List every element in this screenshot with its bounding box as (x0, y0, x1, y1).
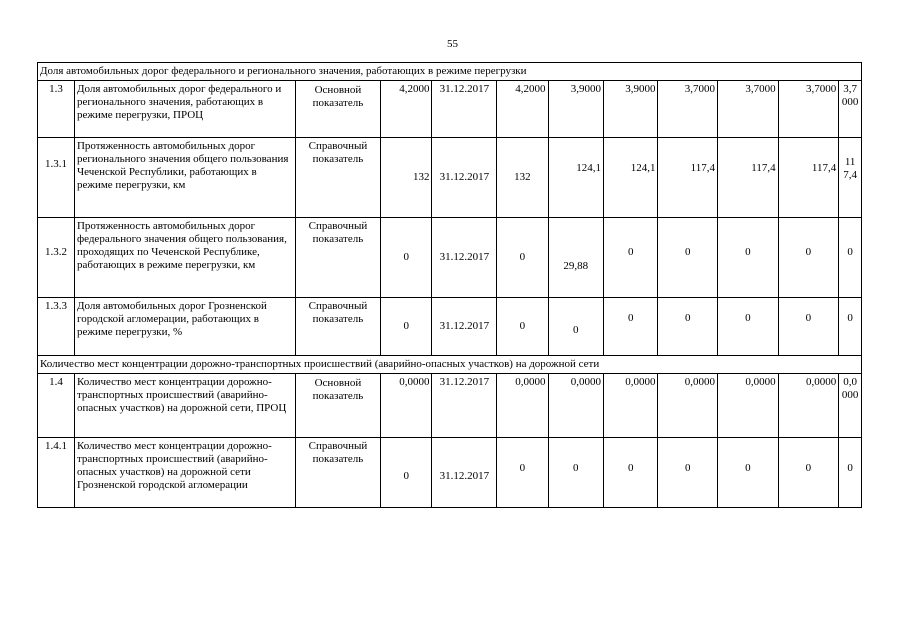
table-row (38, 218, 862, 298)
value-cell: 4,2000 (497, 81, 548, 138)
value-cell: 0 (839, 298, 862, 356)
value-cell: 0 (604, 438, 658, 508)
base-value: 4,2000 (381, 81, 432, 138)
table-row (38, 438, 862, 508)
table-row (38, 81, 862, 138)
value-cell: 29,88 (548, 218, 603, 298)
indicator-type: Основной показатель (295, 374, 380, 438)
row-number: 1.3.2 (38, 218, 75, 298)
value-cell: 0,0000 (718, 374, 779, 438)
value-cell: 132 (497, 138, 548, 218)
value-cell: 0 (604, 218, 658, 298)
section-title: Доля автомобильных дорог федерального и регионального значения, работающих в режиме перегрузки (38, 63, 862, 81)
value-cell: 0 (778, 218, 839, 298)
value-cell: 124,1 (604, 138, 658, 218)
table-row (38, 298, 862, 356)
indicator-type: Справочный показатель (295, 138, 380, 218)
base-date: 31.12.2017 (432, 81, 497, 138)
table-row (38, 374, 862, 438)
value-cell: 0 (718, 298, 779, 356)
value-cell: 0 (778, 298, 839, 356)
value-cell: 3,7000 (839, 81, 862, 138)
value-cell: 3,7000 (778, 81, 839, 138)
value-cell: 0 (839, 218, 862, 298)
indicator-type: Справочный показатель (295, 438, 380, 508)
value-cell: 0 (658, 438, 718, 508)
base-value: 0 (381, 218, 432, 298)
value-cell: 0 (497, 298, 548, 356)
value-cell: 0 (548, 438, 603, 508)
base-date: 31.12.2017 (432, 138, 497, 218)
indicator-name: Количество мест концентрации дорожно-транспортных происшествий (аварийно-опасных участков) на дорожной сети, ПРОЦ (74, 374, 295, 438)
section-header-row (38, 63, 862, 81)
page-number: 55 (447, 38, 458, 50)
value-cell: 0 (658, 298, 718, 356)
indicator-name: Протяженность автомобильных дорог регионального значения общего пользования Чеченской Республики, работающих в режиме перегрузки, км (74, 138, 295, 218)
indicator-type: Справочный показатель (295, 218, 380, 298)
value-cell: 0 (497, 438, 548, 508)
row-number: 1.3.3 (38, 298, 75, 356)
value-cell: 0,0000 (548, 374, 603, 438)
row-number: 1.4.1 (38, 438, 75, 508)
value-cell: 0 (718, 438, 779, 508)
value-cell: 117,4 (718, 138, 779, 218)
value-cell: 3,9000 (548, 81, 603, 138)
indicator-type: Основной показатель (295, 81, 380, 138)
value-cell: 0,0000 (497, 374, 548, 438)
base-value: 0,0000 (381, 374, 432, 438)
indicator-name: Количество мест концентрации дорожно-транспортных происшествий (аварийно-опасных участков) на дорожной сети Грозненской городской агломерации (74, 438, 295, 508)
base-value: 0 (381, 438, 432, 508)
value-cell: 3,9000 (604, 81, 658, 138)
value-cell: 0,0000 (839, 374, 862, 438)
value-cell: 0,0000 (604, 374, 658, 438)
indicator-name: Доля автомобильных дорог федерального и регионального значения, работающих в режиме перегрузки, ПРОЦ (74, 81, 295, 138)
row-number: 1.3 (38, 81, 75, 138)
table-row (38, 138, 862, 218)
value-cell: 0,0000 (778, 374, 839, 438)
base-value: 132 (381, 138, 432, 218)
section-title: Количество мест концентрации дорожно-транспортных происшествий (аварийно-опасных участков) на дорожной сети (38, 356, 862, 374)
indicators-table (37, 62, 862, 508)
value-cell: 0 (658, 218, 718, 298)
value-cell: 117,4 (658, 138, 718, 218)
indicator-name: Доля автомобильных дорог Грозненской городской агломерации, работающих в режиме перегрузки, % (74, 298, 295, 356)
row-number: 1.3.1 (38, 138, 75, 218)
base-date: 31.12.2017 (432, 298, 497, 356)
value-cell: 0 (718, 218, 779, 298)
value-cell: 124,1 (548, 138, 603, 218)
indicator-name: Протяженность автомобильных дорог федерального значения общего пользования, проходящих по Чеченской Республике, работающих в режиме перегрузки, км (74, 218, 295, 298)
base-date: 31.12.2017 (432, 218, 497, 298)
value-cell: 117,4 (778, 138, 839, 218)
value-cell: 117,4 (839, 138, 862, 218)
base-date: 31.12.2017 (432, 374, 497, 438)
value-cell: 0 (604, 298, 658, 356)
value-cell: 0 (548, 298, 603, 356)
value-cell: 0 (497, 218, 548, 298)
section-header-row (38, 356, 862, 374)
value-cell: 0,0000 (658, 374, 718, 438)
base-date: 31.12.2017 (432, 438, 497, 508)
value-cell: 3,7000 (718, 81, 779, 138)
base-value: 0 (381, 298, 432, 356)
row-number: 1.4 (38, 374, 75, 438)
value-cell: 0 (839, 438, 862, 508)
value-cell: 0 (778, 438, 839, 508)
indicator-type: Справочный показатель (295, 298, 380, 356)
value-cell: 3,7000 (658, 81, 718, 138)
